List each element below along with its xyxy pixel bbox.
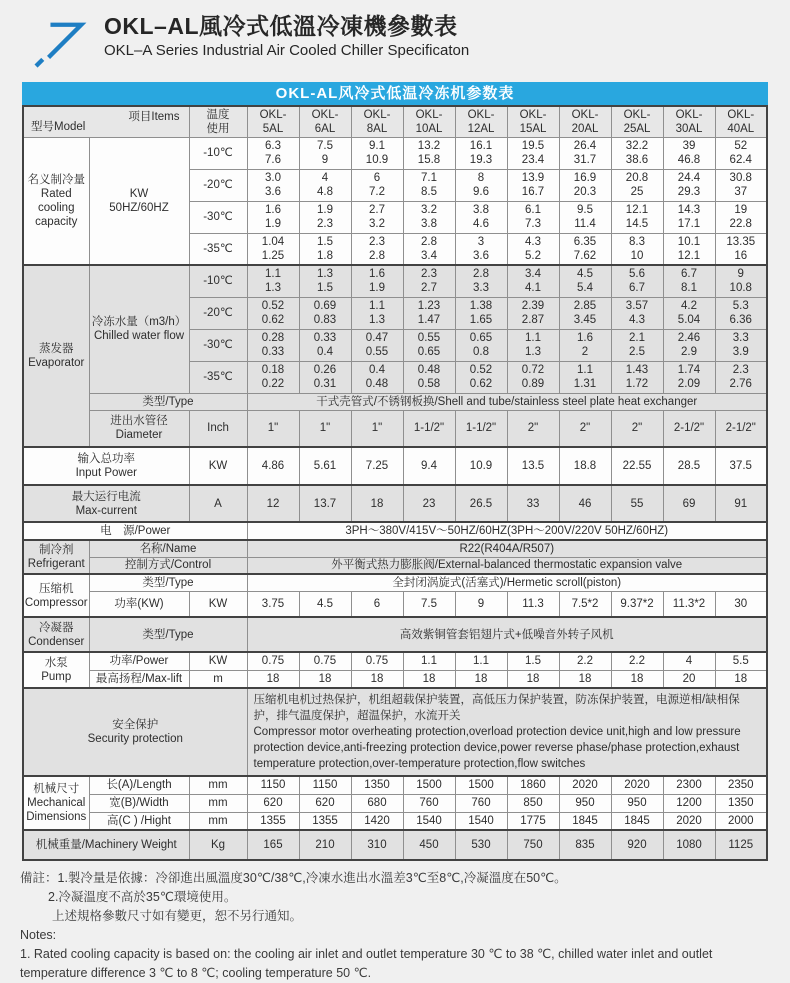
security-text: 压缩机电机过热保护，机组超载保护装置，高低压力保护装置，防冻保护装置，电源逆相/缺相保护，排气温度保护，超温保护，水流开关 Compressor motor overheating protection,overload protection device unit,high and low pressure protection device,anti-freezing protection device,power reverse phase/phase protection,exhaust temperature protection,over-temperature protection,flow switches — [247, 688, 767, 776]
row-label-refrigerant: 制冷剂 Refrigerant — [23, 540, 89, 574]
data-cell: 1-1/2" — [403, 410, 455, 447]
page-title: OKL–AL風冷式低溫冷凍機參數表 — [104, 13, 458, 39]
table-row — [23, 137, 767, 169]
data-cell: 1150 — [299, 776, 351, 794]
data-cell: OKL- 6AL — [299, 106, 351, 137]
data-cell: 13.7 — [299, 485, 351, 522]
data-cell: 18 — [351, 670, 403, 688]
data-cell: 13.35 16 — [715, 233, 767, 265]
weight-unit: Kg — [189, 830, 247, 860]
data-cell: 16.1 19.3 — [455, 137, 507, 169]
data-cell: 2020 — [611, 776, 663, 794]
data-cell: 1845 — [611, 812, 663, 830]
table-row — [23, 830, 767, 860]
data-cell: OKL- 15AL — [507, 106, 559, 137]
data-cell: 2.7 3.2 — [351, 201, 403, 233]
data-cell: 18 — [507, 670, 559, 688]
data-cell: 2000 — [715, 812, 767, 830]
data-cell: OKL- 5AL — [247, 106, 299, 137]
temp-cell: -10℃ — [189, 265, 247, 297]
data-cell: 1.1 1.3 — [507, 329, 559, 361]
data-cell: 1.1 1.3 — [247, 265, 299, 297]
data-cell: 0.72 0.89 — [507, 361, 559, 393]
data-cell: 0.75 — [247, 652, 299, 670]
page-subtitle: OKL–A Series Industrial Air Cooled Chiller Specificaton — [104, 42, 470, 59]
data-cell: 1.43 1.72 — [611, 361, 663, 393]
model-items-header-cell — [23, 106, 189, 137]
data-cell: 210 — [299, 830, 351, 860]
data-cell: 18 — [247, 670, 299, 688]
data-cell: 1.6 2 — [559, 329, 611, 361]
data-cell: 1.6 1.9 — [351, 265, 403, 297]
refrigerant-control-label: 控制方式/Control — [89, 557, 247, 574]
data-cell: 7.25 — [351, 447, 403, 485]
data-cell: 16.9 20.3 — [559, 169, 611, 201]
data-cell: 10.9 — [455, 447, 507, 485]
temp-use-header-cell: 温度 使用 — [189, 106, 247, 137]
table-row — [23, 794, 767, 812]
data-cell: 1420 — [351, 812, 403, 830]
data-cell: 1775 — [507, 812, 559, 830]
data-cell: 1500 — [455, 776, 507, 794]
row-label-evaporator: 蒸发器 Evaporator — [23, 265, 89, 447]
temp-cell: -20℃ — [189, 169, 247, 201]
data-cell: 3.4 4.1 — [507, 265, 559, 297]
data-cell: 0.28 0.33 — [247, 329, 299, 361]
data-cell: 3.2 3.8 — [403, 201, 455, 233]
data-cell: 1150 — [247, 776, 299, 794]
data-cell: 2.8 3.4 — [403, 233, 455, 265]
row-label-condenser: 冷凝器 Condenser — [23, 617, 89, 652]
data-cell: 0.33 0.4 — [299, 329, 351, 361]
data-cell: 9 10.8 — [715, 265, 767, 297]
data-cell: 680 — [351, 794, 403, 812]
data-cell: 1" — [299, 410, 351, 447]
data-cell: 3.8 4.6 — [455, 201, 507, 233]
data-cell: 19 22.8 — [715, 201, 767, 233]
data-cell: 39 46.8 — [663, 137, 715, 169]
data-cell: 2.46 2.9 — [663, 329, 715, 361]
row-label-rated-cooling: 名义制冷量 Rated cooling capacity — [23, 137, 89, 265]
data-cell: 8.3 10 — [611, 233, 663, 265]
data-cell: 3.75 — [247, 591, 299, 617]
table-row — [23, 617, 767, 652]
data-cell: 6.35 7.62 — [559, 233, 611, 265]
data-cell: 4 4.8 — [299, 169, 351, 201]
table-row — [23, 265, 767, 297]
data-cell: 8 9.6 — [455, 169, 507, 201]
data-cell: 760 — [403, 794, 455, 812]
data-cell: 12.1 14.5 — [611, 201, 663, 233]
data-cell: 1.23 1.47 — [403, 297, 455, 329]
data-cell: 33 — [507, 485, 559, 522]
data-cell: 2.1 2.5 — [611, 329, 663, 361]
data-cell: 4.2 5.04 — [663, 297, 715, 329]
notes-block — [20, 869, 776, 983]
data-cell: OKL- 40AL — [715, 106, 767, 137]
data-cell: 3.0 3.6 — [247, 169, 299, 201]
table-row — [23, 393, 767, 410]
data-cell: 11.3 — [507, 591, 559, 617]
power-supply-value: 3PH～380V/415V～50HZ/60HZ(3PH～200V/220V 50HZ/60HZ) — [247, 522, 767, 540]
compressor-type-value: 全封闭涡旋式(活塞式)/Hermetic scroll(piston) — [247, 574, 767, 591]
data-cell: 1.74 2.09 — [663, 361, 715, 393]
data-cell: 6 7.2 — [351, 169, 403, 201]
data-cell: 1.6 1.9 — [247, 201, 299, 233]
refrigerant-name-label: 名称/Name — [89, 540, 247, 557]
data-cell: OKL- 20AL — [559, 106, 611, 137]
compressor-power-label: 功率(KW) — [89, 591, 189, 617]
data-cell: 0.75 — [299, 652, 351, 670]
items-header-label: 项目Items — [128, 111, 180, 123]
row-label-power-supply: 电 源/Power — [23, 522, 247, 540]
data-cell: 1.04 1.25 — [247, 233, 299, 265]
data-cell: 2.39 2.87 — [507, 297, 559, 329]
data-cell: 6.1 7.3 — [507, 201, 559, 233]
table-row — [23, 776, 767, 794]
data-cell: 22.55 — [611, 447, 663, 485]
data-cell: 0.48 0.58 — [403, 361, 455, 393]
data-cell: 26.5 — [455, 485, 507, 522]
data-cell: 5.6 6.7 — [611, 265, 663, 297]
data-cell: 52 62.4 — [715, 137, 767, 169]
row-label-max-current: 最大运行电流 Max-current — [23, 485, 189, 522]
data-cell: 26.4 31.7 — [559, 137, 611, 169]
data-cell: OKL- 30AL — [663, 106, 715, 137]
row-label-pump: 水泵 Pump — [23, 652, 89, 688]
data-cell: 850 — [507, 794, 559, 812]
data-cell: 3.57 4.3 — [611, 297, 663, 329]
diameter-label: 进出水管径 Diameter — [89, 410, 189, 447]
note-line: 上述規格參數尺寸如有變更，恕不另行通知。 — [52, 909, 303, 923]
data-cell: 9.5 11.4 — [559, 201, 611, 233]
data-cell: 0.26 0.31 — [299, 361, 351, 393]
data-cell: 9.4 — [403, 447, 455, 485]
data-cell: 2.2 — [611, 652, 663, 670]
data-cell: 2300 — [663, 776, 715, 794]
data-cell: 5.3 6.36 — [715, 297, 767, 329]
length-label: 长(A)/Length — [89, 776, 189, 794]
data-cell: 3.3 3.9 — [715, 329, 767, 361]
data-cell: 32.2 38.6 — [611, 137, 663, 169]
diameter-unit: Inch — [189, 410, 247, 447]
data-cell: 6.3 7.6 — [247, 137, 299, 169]
temp-cell: -30℃ — [189, 201, 247, 233]
temp-cell: -35℃ — [189, 361, 247, 393]
table-row — [23, 447, 767, 485]
height-label: 高(C ) /Hight — [89, 812, 189, 830]
data-cell: 1-1/2" — [455, 410, 507, 447]
row-label-mechanical: 机械尺寸 Mechanical Dimensions — [23, 776, 89, 830]
data-cell: 24.4 29.3 — [663, 169, 715, 201]
data-cell: 1125 — [715, 830, 767, 860]
data-cell: 1860 — [507, 776, 559, 794]
data-cell: 0.52 0.62 — [247, 297, 299, 329]
data-cell: 2.8 3.3 — [455, 265, 507, 297]
data-cell: 1.9 2.3 — [299, 201, 351, 233]
data-cell: 1540 — [455, 812, 507, 830]
data-cell: 2-1/2" — [715, 410, 767, 447]
data-cell: 0.47 0.55 — [351, 329, 403, 361]
data-cell: 4.3 5.2 — [507, 233, 559, 265]
data-cell: 1.1 1.31 — [559, 361, 611, 393]
data-cell: 0.18 0.22 — [247, 361, 299, 393]
data-cell: 18.8 — [559, 447, 611, 485]
pump-power-unit: KW — [189, 652, 247, 670]
evaporator-type-label: 类型/Type — [89, 393, 247, 410]
temp-cell: -35℃ — [189, 233, 247, 265]
data-cell: 4.5 — [299, 591, 351, 617]
height-unit: mm — [189, 812, 247, 830]
length-unit: mm — [189, 776, 247, 794]
width-label: 宽(B)/Width — [89, 794, 189, 812]
data-cell: OKL- 10AL — [403, 106, 455, 137]
data-cell: 20 — [663, 670, 715, 688]
width-unit: mm — [189, 794, 247, 812]
data-cell: 13.5 — [507, 447, 559, 485]
table-row — [23, 591, 767, 617]
data-cell: 4 — [663, 652, 715, 670]
note-line: 2.冷凝溫度不高於35℃環境使用。 — [48, 890, 237, 904]
data-cell: 310 — [351, 830, 403, 860]
data-cell: 69 — [663, 485, 715, 522]
data-cell: 18 — [403, 670, 455, 688]
data-cell: 91 — [715, 485, 767, 522]
data-cell: 6 — [351, 591, 403, 617]
data-cell: 18 — [715, 670, 767, 688]
data-cell: 1080 — [663, 830, 715, 860]
row-label-weight: 机械重量/Machinery Weight — [23, 830, 189, 860]
data-cell: 1.1 — [403, 652, 455, 670]
data-cell: 9.37*2 — [611, 591, 663, 617]
table-row — [23, 522, 767, 540]
data-cell: 530 — [455, 830, 507, 860]
data-cell: 1845 — [559, 812, 611, 830]
data-cell: 750 — [507, 830, 559, 860]
row-label-security: 安全保护 Security protection — [23, 688, 247, 776]
compressor-type-label: 类型/Type — [89, 574, 247, 591]
spec-table — [22, 105, 768, 861]
refrigerant-name-value: R22(R404A/R507) — [247, 540, 767, 557]
data-cell: 2" — [611, 410, 663, 447]
model-header-label: 型号Model — [31, 120, 86, 133]
data-cell: 2020 — [559, 776, 611, 794]
input-power-unit: KW — [189, 447, 247, 485]
data-cell: 14.3 17.1 — [663, 201, 715, 233]
condenser-type-value: 高效紫铜管套铝翅片式+低噪音外转子风机 — [247, 617, 767, 652]
data-cell: 2" — [507, 410, 559, 447]
table-row — [23, 410, 767, 447]
data-cell: 12 — [247, 485, 299, 522]
data-cell: 760 — [455, 794, 507, 812]
data-cell: 30 — [715, 591, 767, 617]
data-cell: 18 — [351, 485, 403, 522]
data-cell: 835 — [559, 830, 611, 860]
data-cell: 20.8 25 — [611, 169, 663, 201]
data-cell: 18 — [299, 670, 351, 688]
data-cell: 2-1/2" — [663, 410, 715, 447]
chilled-water-flow-label: 冷冻水量（m3/h） Chilled water flow — [89, 265, 189, 393]
compressor-power-unit: KW — [189, 591, 247, 617]
data-cell: 37.5 — [715, 447, 767, 485]
data-cell: 1.3 1.5 — [299, 265, 351, 297]
data-cell: 0.55 0.65 — [403, 329, 455, 361]
condenser-type-label: 类型/Type — [89, 617, 247, 652]
data-cell: 13.9 16.7 — [507, 169, 559, 201]
data-cell: 4.86 — [247, 447, 299, 485]
data-cell: 7.5*2 — [559, 591, 611, 617]
data-cell: 2" — [559, 410, 611, 447]
data-cell: 0.52 0.62 — [455, 361, 507, 393]
data-cell: 7.5 — [403, 591, 455, 617]
note-line: 1. Rated cooling capacity is based on: the cooling air inlet and outlet temperature 30 ℃ to 38 ℃, chilled water inlet and outlet temperature difference 3 ℃ to 8 ℃; cooling temperature 50 ℃. — [20, 947, 713, 980]
table-row — [23, 670, 767, 688]
refrigerant-control-value: 外平衡式热力膨胀阀/External-balanced thermostatic expansion valve — [247, 557, 767, 574]
pump-lift-label: 最高扬程/Max-lift — [89, 670, 189, 688]
table-row — [23, 688, 767, 776]
data-cell: 950 — [559, 794, 611, 812]
data-cell: 5.61 — [299, 447, 351, 485]
max-current-unit: A — [189, 485, 247, 522]
data-cell: 9 — [455, 591, 507, 617]
table-row — [23, 652, 767, 670]
temp-cell: -30℃ — [189, 329, 247, 361]
data-cell: 13.2 15.8 — [403, 137, 455, 169]
data-cell: 23 — [403, 485, 455, 522]
data-cell: 0.69 0.83 — [299, 297, 351, 329]
table-banner: OKL-AL风冷式低温冷冻机参数表 — [22, 82, 768, 105]
note-line: Notes: — [20, 928, 57, 942]
data-cell: 30.8 37 — [715, 169, 767, 201]
data-cell: 1" — [247, 410, 299, 447]
data-cell: 2350 — [715, 776, 767, 794]
pump-lift-unit: m — [189, 670, 247, 688]
data-cell: 18 — [455, 670, 507, 688]
data-cell: 3 3.6 — [455, 233, 507, 265]
data-cell: 0.75 — [351, 652, 403, 670]
data-cell: 0.4 0.48 — [351, 361, 403, 393]
data-cell: 5.5 — [715, 652, 767, 670]
data-cell: 1" — [351, 410, 403, 447]
data-cell: OKL- 8AL — [351, 106, 403, 137]
pump-power-label: 功率/Power — [89, 652, 189, 670]
data-cell: 2.3 2.8 — [351, 233, 403, 265]
data-cell: 46 — [559, 485, 611, 522]
data-cell: 1350 — [351, 776, 403, 794]
data-cell: 450 — [403, 830, 455, 860]
data-cell: 1.5 — [507, 652, 559, 670]
data-cell: 2.3 2.7 — [403, 265, 455, 297]
data-cell: 19.5 23.4 — [507, 137, 559, 169]
data-cell: 620 — [247, 794, 299, 812]
table-row — [23, 812, 767, 830]
data-cell: 7.1 8.5 — [403, 169, 455, 201]
data-cell: 1355 — [299, 812, 351, 830]
data-cell: 28.5 — [663, 447, 715, 485]
data-cell: 7.5 9 — [299, 137, 351, 169]
data-cell: 10.1 12.1 — [663, 233, 715, 265]
data-cell: 55 — [611, 485, 663, 522]
temp-cell: -20℃ — [189, 297, 247, 329]
evaporator-type-value: 干式壳管式/不锈钢板换/Shell and tube/stainless steel plate heat exchanger — [247, 393, 767, 410]
row-label-input-power: 输入总功率 Input Power — [23, 447, 189, 485]
data-cell: 1.38 1.65 — [455, 297, 507, 329]
data-cell: 2.2 — [559, 652, 611, 670]
data-cell: 6.7 8.1 — [663, 265, 715, 297]
data-cell: 18 — [559, 670, 611, 688]
data-cell: 165 — [247, 830, 299, 860]
page-header — [0, 0, 790, 78]
table-row — [23, 557, 767, 574]
data-cell: 1540 — [403, 812, 455, 830]
data-cell: 950 — [611, 794, 663, 812]
data-cell: 0.65 0.8 — [455, 329, 507, 361]
table-header-row — [23, 106, 767, 137]
temp-cell: -10℃ — [189, 137, 247, 169]
table-row — [23, 485, 767, 522]
data-cell: 4.5 5.4 — [559, 265, 611, 297]
table-row — [23, 574, 767, 591]
data-cell: 1200 — [663, 794, 715, 812]
data-cell: 1.1 — [455, 652, 507, 670]
arrow-up-right-icon — [34, 18, 90, 73]
data-cell: 1500 — [403, 776, 455, 794]
rated-cooling-unit-cell: KW 50HZ/60HZ — [89, 137, 189, 265]
data-cell: 620 — [299, 794, 351, 812]
note-line: 備註：1.製冷量是依據：冷卻進出風溫度30℃/38℃,冷凍水進出水溫差3℃至8℃,冷凝溫度在50℃。 — [20, 871, 567, 885]
table-row — [23, 540, 767, 557]
data-cell: 2020 — [663, 812, 715, 830]
data-cell: OKL- 25AL — [611, 106, 663, 137]
data-cell: 1.1 1.3 — [351, 297, 403, 329]
data-cell: 2.85 3.45 — [559, 297, 611, 329]
data-cell: OKL- 12AL — [455, 106, 507, 137]
data-cell: 920 — [611, 830, 663, 860]
data-cell: 11.3*2 — [663, 591, 715, 617]
data-cell: 18 — [611, 670, 663, 688]
data-cell: 2.3 2.76 — [715, 361, 767, 393]
data-cell: 1.5 1.8 — [299, 233, 351, 265]
data-cell: 9.1 10.9 — [351, 137, 403, 169]
row-label-compressor: 压缩机 Compressor — [23, 574, 89, 617]
data-cell: 1355 — [247, 812, 299, 830]
data-cell: 1350 — [715, 794, 767, 812]
